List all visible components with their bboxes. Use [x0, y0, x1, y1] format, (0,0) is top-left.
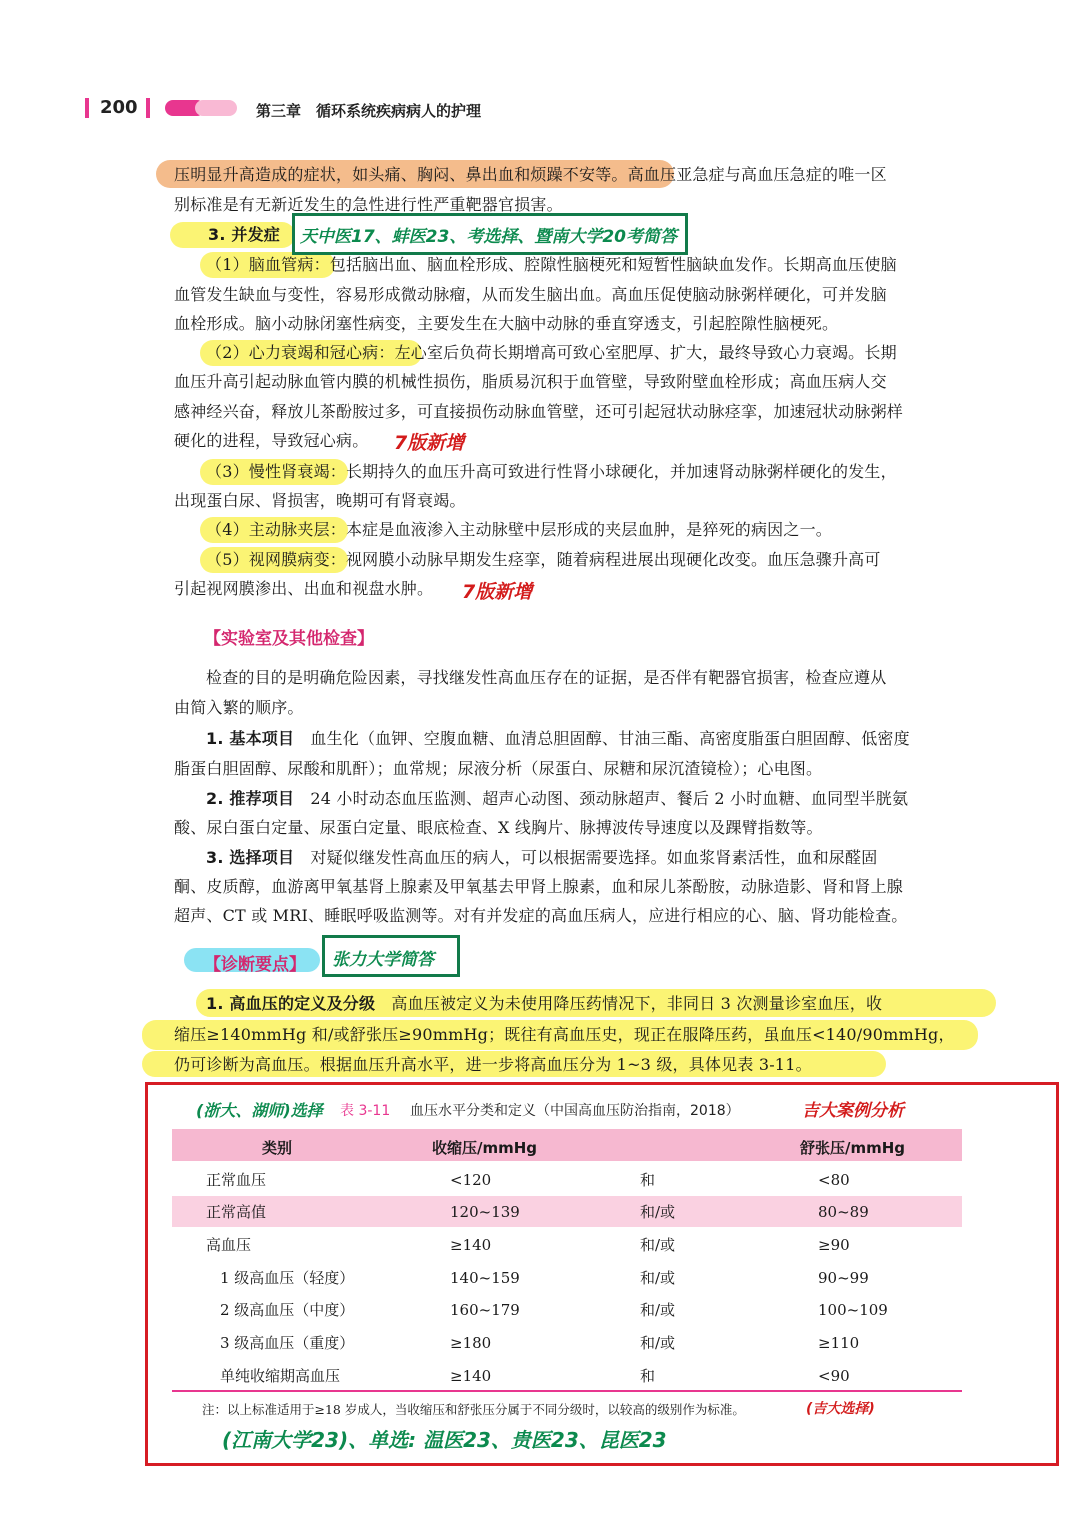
table-cell: ≥90 [818, 1236, 850, 1254]
table-cell: <80 [818, 1171, 850, 1189]
header-left-bar [85, 98, 89, 118]
lab-item-optional-text: 对疑似继发性高血压的病人，可以根据需要选择。如血浆肾素活性，血和尿醛固 [294, 848, 878, 867]
table-cell: ≥140 [450, 1367, 492, 1385]
annotation-table-suffix: 吉大案例分析 [802, 1101, 904, 1121]
table-footnote: 注：以上标准适用于≥18 岁成人，当收缩压和舒张压分属于不同分级时，以较高的级别作为标准。 [202, 1402, 745, 1417]
table-cell: 100~109 [818, 1301, 888, 1319]
table-cell: ≥140 [450, 1236, 492, 1254]
text-line: 出现蛋白尿、肾损害，晚期可有肾衰竭。 [174, 491, 466, 510]
table-cell: 和 [640, 1171, 656, 1189]
text-line: 硬化的进程，导致冠心病。 [174, 431, 369, 450]
text-line: 检查的目的是明确危险因素，寻找继发性高血压存在的证据，是否伴有靶器官损害，检查应遵从 [206, 668, 887, 687]
table-cell: <120 [450, 1171, 492, 1189]
table-cell: 和/或 [640, 1269, 676, 1287]
annotation-bottom-note: (江南大学23)、单选: 温医23、贵医23、昆医23 [222, 1428, 667, 1452]
text-line: 脂蛋白胆固醇、尿酸和肌酐）；血常规；尿液分析（尿蛋白、尿糖和尿沉渣镜检）；心电图。 [174, 759, 823, 778]
table-header-systolic: 收缩压/mmHg [432, 1139, 538, 1157]
subheading-complications: 3. 并发症 [208, 225, 280, 244]
text-line: （3）慢性肾衰竭：长期持久的血压升高可致进行性肾小球硬化，并加速肾动脉粥样硬化的发生， [206, 462, 897, 481]
table-cell: 160~179 [450, 1301, 520, 1319]
table-cell: ≥180 [450, 1334, 492, 1352]
text-line: 血管发生缺血与变性，容易形成微动脉瘤，从而发生脑出血。高血压促使脑动脉粥样硬化，可并发脑 [174, 285, 887, 304]
table-cell: 和 [640, 1367, 656, 1385]
page-number: 200 [100, 97, 138, 118]
table-cell: 正常血压 [206, 1171, 267, 1189]
diag-def-line [206, 994, 882, 1014]
annotation-note-suffix: (吉大选择) [806, 1401, 875, 1417]
diag-def-title: 1. 高血压的定义及分级 [206, 994, 376, 1013]
table-cell: 高血压 [206, 1236, 252, 1254]
lab-item-recommended [206, 789, 908, 809]
text-line: 由简入繁的顺序。 [174, 698, 304, 717]
annotation-table-prefix: (浙大、湖师)选择 [196, 1101, 323, 1120]
text-line: 缩压≥140mmHg 和/或舒张压≥90mmHg；既往有高血压史，现正在服降压药，虽血压<140/90mmHg， [174, 1025, 955, 1044]
text-line: （2）心力衰竭和冠心病：左心室后负荷长期增高可致心室肥厚、扩大，最终导致心力衰竭。长期 [206, 343, 897, 362]
lab-item-optional-title: 3. 选择项目 [206, 848, 295, 867]
text-line: 血栓形成。脑小动脉闭塞性病变，主要发生在大脑中动脉的垂直穿透支，引起腔隙性脑梗死。 [174, 314, 839, 333]
lab-item-basic [206, 729, 910, 749]
table-label: 表 3-11 [340, 1103, 391, 1119]
text-line: 仍可诊断为高血压。根据血压升高水平，进一步将高血压分为 1~3 级，具体见表 3-11。 [174, 1055, 812, 1074]
text-line: 别标准是有无新近发生的急性进行性严重靶器官损害。 [174, 195, 563, 214]
text-line: 血压升高引起动脉血管内膜的机械性损伤，脂质易沉积于血管壁，导致附壁血栓形成；高血压病人交 [174, 372, 887, 391]
table-cell: 80~89 [818, 1203, 869, 1221]
text-line: 超声、CT 或 MRI、睡眠呼吸监测等。对有并发症的高血压病人，应进行相应的心、脑、肾功能检查。 [174, 906, 908, 925]
table-cell: 和/或 [640, 1203, 676, 1221]
annotation-diagnosis-note: 张力大学简答 [332, 950, 434, 970]
diag-def-text: 高血压被定义为未使用降压药情况下，非同日 3 次测量诊室血压，收 [375, 994, 883, 1013]
header-mid-bar [146, 98, 150, 118]
table-header-diastolic: 舒张压/mmHg [800, 1139, 906, 1157]
lab-item-basic-title: 1. 基本项目 [206, 729, 295, 748]
section-heading-lab: 【实验室及其他检查】 [204, 629, 374, 649]
section-heading-diagnosis: 【诊断要点】 [204, 955, 306, 975]
table-header-category: 类别 [262, 1139, 293, 1157]
lab-item-recommended-text: 24 小时动态血压监测、超声心动图、颈动脉超声、餐后 2 小时血糖、血同型半胱氨 [294, 789, 909, 808]
table-cell: 正常高值 [206, 1203, 267, 1221]
table-bottom-rule [172, 1390, 962, 1392]
text-line: （4）主动脉夹层：本症是血液渗入主动脉壁中层形成的夹层血肿，是猝死的病因之一。 [206, 520, 832, 539]
text-line: 酮、皮质醇，血游离甲氧基肾上腺素及甲氧基去甲肾上腺素，血和尿儿茶酚胺，动脉造影、肾和肾上腺 [174, 877, 904, 896]
table-cell: 120~139 [450, 1203, 520, 1221]
lab-item-optional [206, 848, 877, 868]
table-caption: 血压水平分类和定义（中国高血压防治指南，2018） [410, 1103, 740, 1119]
table-cell: 和/或 [640, 1301, 676, 1319]
text-line: （1）脑血管病：包括脑出血、脑血栓形成、腔隙性脑梗死和短暂性脑缺血发作。长期高血压使脑 [206, 255, 897, 274]
table-cell: 2 级高血压（中度） [220, 1301, 355, 1319]
table-cell: 和/或 [640, 1334, 676, 1352]
table-cell: 3 级高血压（重度） [220, 1334, 355, 1352]
table-cell: 90~99 [818, 1269, 869, 1287]
lab-item-basic-text: 血生化（血钾、空腹血糖、血清总胆固醇、甘油三酯、高密度脂蛋白胆固醇、低密度 [294, 729, 910, 748]
table-cell: <90 [818, 1367, 850, 1385]
chapter-title: 第三章 循环系统疾病病人的护理 [256, 102, 482, 120]
text-line: （5）视网膜病变：视网膜小动脉早期发生痉挛，随着病程进展出现硬化改变。血压急骤升高可 [206, 550, 881, 569]
header-pill-light [195, 100, 237, 116]
annotation-new-edition-2: 7版新增 [462, 581, 533, 603]
text-line: 引起视网膜渗出、出血和视盘水肿。 [174, 579, 434, 598]
table-cell: 单纯收缩期高血压 [220, 1367, 341, 1385]
lab-item-recommended-title: 2. 推荐项目 [206, 789, 295, 808]
table-cell: 和/或 [640, 1236, 676, 1254]
table-cell: 140~159 [450, 1269, 520, 1287]
annotation-new-edition-1: 7版新增 [394, 432, 465, 454]
text-line: 酸、尿白蛋白定量、尿蛋白定量、眼底检查、X 线胸片、脉搏波传导速度以及踝臂指数等。 [174, 818, 823, 837]
annotation-complication-note: 天中医17、蚌医23、考选择、暨南大学20考简答 [300, 227, 677, 247]
text-line: 感神经兴奋，释放儿茶酚胺过多，可直接损伤动脉血管壁，还可引起冠状动脉痉挛，加速冠状动脉粥样 [174, 402, 904, 421]
table-cell: ≥110 [818, 1334, 860, 1352]
text-line: 压明显升高造成的症状，如头痛、胸闷、鼻出血和烦躁不安等。高血压亚急症与高血压急症的唯一区 [174, 165, 887, 184]
table-cell: 1 级高血压（轻度） [220, 1269, 355, 1287]
